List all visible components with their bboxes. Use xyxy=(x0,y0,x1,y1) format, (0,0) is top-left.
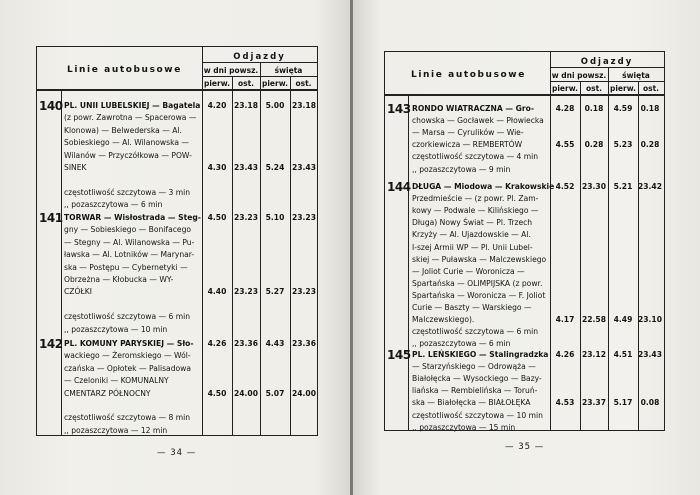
departure-time: 5.27 xyxy=(265,287,285,297)
rule xyxy=(385,94,664,96)
frequency-line: ,, pozaszczytowa — 12 min xyxy=(64,425,168,435)
frequency-line: ,, pozaszczytowa — 6 min xyxy=(412,339,511,349)
route-description-line: PL. KOMUNY PARYSKIEJ — Sło- xyxy=(64,339,194,348)
departure-time: 23.36 xyxy=(291,339,317,348)
departure-time: 23.43 xyxy=(291,163,317,172)
departure-time: 0.18 xyxy=(640,104,660,113)
route-description-line: wackiego — Żeromskiego — Wól- xyxy=(64,351,191,361)
route-description-line: CZÓŁKI xyxy=(64,287,92,297)
departure-time: 23.23 xyxy=(291,213,317,222)
route-description-line: chowska — Gocławek — Płowiecka xyxy=(412,116,544,126)
frequency-line: ,, pozaszczytowa — 6 min xyxy=(64,200,163,210)
departure-time: 4.28 xyxy=(555,104,575,113)
rule xyxy=(638,81,639,430)
departure-time: 23.37 xyxy=(581,398,607,408)
route-number: 142 xyxy=(39,337,63,351)
departure-time: 0.08 xyxy=(640,398,660,408)
route-description-line: — Starzyńskiego — Odrowąża — xyxy=(412,362,536,372)
route-description-line: PL. LEŃSKIEGO — Stalingradzka xyxy=(412,350,549,359)
last-heading-2: ost. xyxy=(642,84,660,93)
departure-time: 4.30 xyxy=(207,163,227,172)
departure-time: 23.23 xyxy=(291,287,317,297)
frequency-line: częstotliwość szczytowa — 8 min xyxy=(64,413,191,423)
route-description-line: kowy — Podwale — Kilińskiego — xyxy=(412,206,539,216)
departures-heading: Odjazdy xyxy=(233,52,286,62)
departure-time: 23.23 xyxy=(233,287,259,297)
rule xyxy=(61,89,62,435)
frequency-line: częstotliwość szczytowa — 6 min xyxy=(412,327,539,337)
timetable-left xyxy=(36,46,318,436)
route-description-line: PL. UNII LUBELSKIEJ — Bagatela xyxy=(64,101,201,110)
departure-time: 23.42 xyxy=(637,182,663,191)
route-description-line: I-szej Armii WP — Pl. Unii Lubel- xyxy=(412,242,533,252)
departure-time: 23.43 xyxy=(637,350,663,359)
route-description-line: Spartańska — OLIMPIJSKA (z powr. xyxy=(412,278,543,288)
departure-time: 4.40 xyxy=(207,287,227,297)
route-number: 143 xyxy=(387,102,411,116)
departure-time: 23.18 xyxy=(233,101,259,110)
frequency-line: częstotliwość szczytowa — 6 min xyxy=(64,312,191,322)
route-description-line: ska — Postępu — Cybernetyki — xyxy=(64,262,188,272)
route-description-line: SINEK xyxy=(64,163,87,172)
column-title-lines: Linie autobusowe xyxy=(411,70,526,80)
route-description-line: Sobieskiego — Al. Wilanowska — xyxy=(64,138,189,148)
route-description-line: gny — Sobieskiego — Bonifacego xyxy=(64,225,192,235)
route-description-line: czańska — Opłotek — Palisadowa xyxy=(64,363,192,373)
route-description-line: RONDO WIATRACZNA — Gro- xyxy=(412,104,534,113)
route-description-line: — Marsa — Cyrulików — Wie- xyxy=(412,128,524,138)
first-heading-2: pierw. xyxy=(609,84,637,93)
departure-time: 23.12 xyxy=(581,350,607,359)
last-heading-1: ost. xyxy=(237,79,255,88)
frequency-line: ,, pozaszczytowa — 10 min xyxy=(64,324,168,334)
route-number: 140 xyxy=(39,99,63,113)
column-title-lines: Linie autobusowe xyxy=(67,65,182,75)
departure-time: 4.59 xyxy=(613,104,633,113)
departure-time: 23.43 xyxy=(233,163,259,172)
departure-time: 4.26 xyxy=(207,339,227,348)
departure-time: 4.17 xyxy=(555,315,575,325)
rule xyxy=(37,89,317,91)
route-description-line: — Stegny — Al. Wilanowska — Pu- xyxy=(64,237,195,247)
route-description-line: skiej — Puławska — Malczewskiego xyxy=(412,254,547,264)
rule xyxy=(580,81,581,430)
rule xyxy=(408,94,409,430)
rule xyxy=(260,62,261,435)
departure-time: 5.07 xyxy=(265,388,285,398)
page-number-right: — 35 — xyxy=(505,442,545,452)
departure-time: 4.26 xyxy=(555,350,575,359)
route-description-line: Wilanów — Przyczółkowa — POW- xyxy=(64,150,192,160)
departure-time: 22.58 xyxy=(581,315,607,325)
rule xyxy=(550,67,664,68)
route-description-line: Malczewskiego). xyxy=(412,315,475,325)
route-description-line: CMENTARZ PÓŁNOCNY xyxy=(64,388,151,398)
first-heading-2: pierw. xyxy=(261,79,289,88)
departure-time: 0.28 xyxy=(584,140,604,150)
timetable-right xyxy=(384,51,665,431)
frequency-line: częstotliwość szczytowa — 4 min xyxy=(412,152,539,162)
first-heading-1: pierw. xyxy=(203,79,231,88)
rule xyxy=(608,67,609,430)
route-number: 141 xyxy=(39,211,63,225)
route-description-line: Spartańska — Woronicza — F. Joliot xyxy=(412,290,546,300)
route-description-line: Krzyży — Al. Ujazdowskie — Al. xyxy=(412,230,531,240)
page-number-left: — 34 — xyxy=(157,448,197,458)
route-number: 145 xyxy=(387,348,411,362)
first-heading-1: pierw. xyxy=(551,84,579,93)
rule xyxy=(290,76,291,435)
departure-time: 4.51 xyxy=(613,350,633,359)
departure-time: 0.18 xyxy=(584,104,604,113)
route-description-line: Klonowa) — Belwederska — Al. xyxy=(64,125,182,135)
departure-time: 4.50 xyxy=(207,213,227,222)
route-description-line: — Joliot Curie — Woronicza — xyxy=(412,266,525,276)
departure-time: 5.00 xyxy=(265,101,285,110)
route-description-line: TORWAR — Wisłostrada — Steg- xyxy=(64,213,201,222)
route-number: 144 xyxy=(387,180,411,194)
departure-time: 4.43 xyxy=(265,339,285,348)
departure-time: 24.00 xyxy=(233,388,259,398)
departure-time: 0.28 xyxy=(640,140,660,150)
departure-time: 23.36 xyxy=(233,339,259,348)
holidays-heading: święta xyxy=(622,71,650,80)
route-description-line: Przedmieście — (z powr. Pl. Zam- xyxy=(412,194,539,204)
route-description-line: ławska — Al. Lotników — Marynar- xyxy=(64,250,195,260)
departure-time: 24.00 xyxy=(291,388,317,398)
frequency-line: częstotliwość szczytowa — 10 min xyxy=(412,410,543,420)
route-description-line: (z powr. Zawrotna — Spacerowa — xyxy=(64,113,197,123)
departure-time: 4.49 xyxy=(613,315,633,325)
departure-time: 23.18 xyxy=(291,101,317,110)
rule xyxy=(232,76,233,435)
weekdays-heading: w dni powsz. xyxy=(203,66,259,75)
route-description-line: Obrzeżna — Kłobucka — WY- xyxy=(64,275,174,284)
weekdays-heading: w dni powsz. xyxy=(551,71,607,80)
holidays-heading: święta xyxy=(274,66,303,75)
departure-time: 5.10 xyxy=(265,213,285,222)
last-heading-2: ost. xyxy=(295,79,312,88)
route-description-line: liańska — Rembielińska — Toruń- xyxy=(412,386,538,396)
departure-time: 5.24 xyxy=(265,163,285,172)
route-description-line: Długa) Nowy Świat — Pl. Trzech xyxy=(412,218,533,228)
departures-heading: Odjazdy xyxy=(580,57,634,67)
departure-time: 5.23 xyxy=(613,140,633,150)
departure-time: 23.30 xyxy=(581,182,607,191)
departure-time: 4.50 xyxy=(207,388,227,398)
route-description-line: — Czeloniki — KOMUNALNY xyxy=(64,376,169,386)
departure-time: 5.17 xyxy=(613,398,633,408)
departure-time: 4.53 xyxy=(555,398,575,408)
last-heading-1: ost. xyxy=(585,84,603,93)
right-page xyxy=(353,0,700,495)
departure-time: 23.10 xyxy=(637,315,663,325)
departure-time: 4.52 xyxy=(555,182,575,191)
departure-time: 4.55 xyxy=(555,140,575,150)
route-description-line: ska — Białołęcka — BIAŁOŁĘKA xyxy=(412,398,531,408)
route-description-line: DŁUGA — Miodowa — Krakowskie xyxy=(412,182,555,191)
route-description-line: Białołęcka — Wysockiego — Bazy- xyxy=(412,374,542,384)
departure-time: 23.23 xyxy=(233,213,259,222)
departure-time: 4.20 xyxy=(207,101,227,110)
departure-time: 5.21 xyxy=(613,182,633,191)
route-description-line: czorkiewicza — REMBERTÓW xyxy=(412,140,523,150)
frequency-line: częstotliwość szczytowa — 3 min xyxy=(64,187,191,197)
frequency-line: ,, pozaszczytowa — 9 min xyxy=(412,164,511,174)
route-description-line: Curie — Baszty — Warskiego — xyxy=(412,303,532,312)
frequency-line: ,, pozaszczytowa — 15 min xyxy=(412,422,516,432)
rule xyxy=(550,81,664,82)
